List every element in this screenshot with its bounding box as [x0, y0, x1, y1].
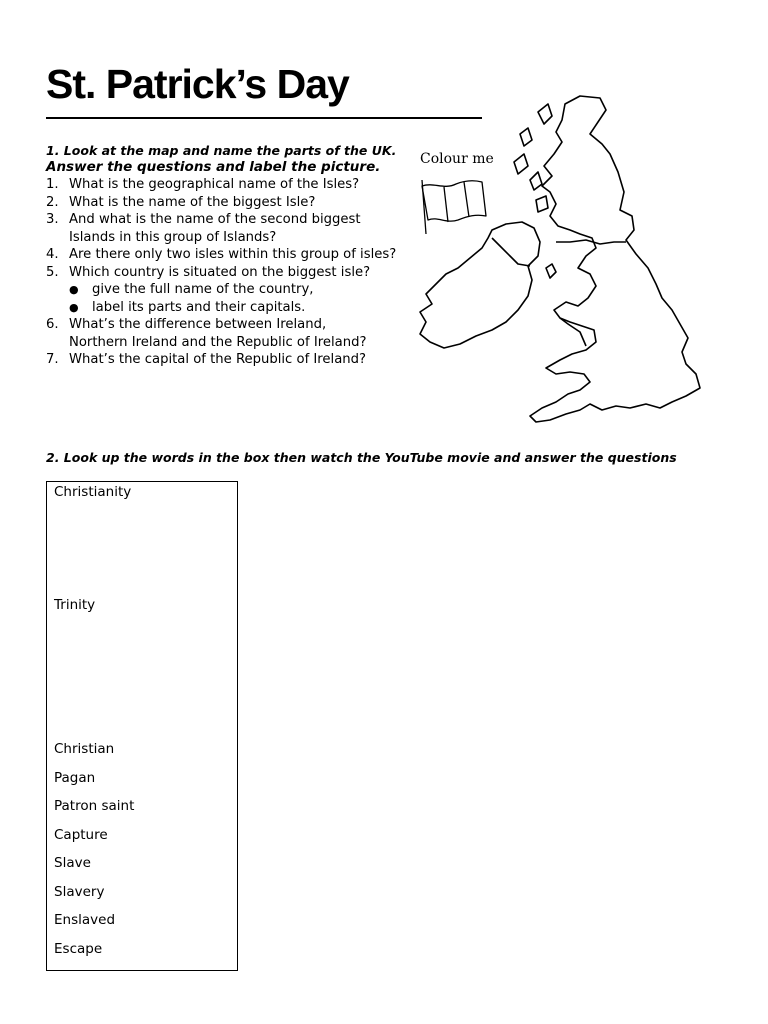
vocab-word: Patron saint: [54, 798, 135, 814]
question-number: 4.: [46, 247, 59, 262]
question-number: 1.: [46, 177, 59, 192]
question-item: [46, 194, 396, 212]
vocab-word: Escape: [54, 941, 103, 957]
hebrides-island-1: [514, 154, 528, 174]
bullet-icon: ●: [69, 283, 79, 296]
hebrides-island-3: [536, 196, 548, 212]
vocab-word: Enslaved: [54, 912, 116, 928]
orkney-island: [538, 104, 552, 124]
bullet-item: [46, 299, 396, 317]
vocab-word: Slave: [54, 855, 91, 871]
question-text: What’s the difference between Ireland,: [69, 317, 327, 332]
question-item: [46, 176, 396, 194]
isle-of-man: [546, 264, 556, 278]
question-item: [46, 316, 396, 334]
shetland-island: [520, 128, 532, 146]
page-title: St. Patrick’s Day: [46, 61, 349, 107]
flag-stripe-1: [444, 187, 448, 222]
question-number: [46, 334, 69, 352]
vocab-word: Christian: [54, 741, 115, 757]
question-text: Northern Ireland and the Republic of Ireland?: [69, 334, 367, 350]
section1-heading: 1. Look at the map and name the parts of the UK.: [46, 143, 397, 158]
question-text: Which country is situated on the biggest isle?: [69, 264, 371, 280]
question-item: [46, 211, 396, 229]
question-text: Islands in this group of Islands?: [69, 229, 277, 245]
question-text: And what is the name of the second biggest: [69, 212, 361, 227]
vocabulary-box: [46, 481, 238, 971]
question-number: 3.: [46, 212, 59, 227]
question-text: What is the name of the biggest Isle?: [69, 194, 316, 210]
question-number: 6.: [46, 317, 59, 332]
scotland-border: [556, 240, 626, 244]
flag-cloth: [422, 181, 486, 221]
irish-flag-icon: [414, 174, 490, 236]
question-item: [46, 229, 396, 247]
question-text: Are there only two isles within this group of isles?: [69, 247, 397, 262]
question-number: 2.: [46, 194, 59, 210]
question-item: [46, 334, 396, 352]
flag-stripe-2: [464, 182, 469, 217]
bullet-item: [46, 281, 396, 299]
vocab-word: Christianity: [54, 484, 132, 500]
question-item: [46, 246, 396, 264]
great-britain-outline: [530, 96, 700, 422]
vocab-word: Pagan: [54, 770, 96, 786]
hebrides-island-2: [530, 172, 542, 190]
question-number: [46, 229, 69, 247]
question-item: [46, 264, 396, 282]
vocab-word: Capture: [54, 827, 108, 843]
bullet-text: label its parts and their capitals.: [92, 299, 306, 315]
section2-heading: 2. Look up the words in the box then watch the YouTube movie and answer the questions: [46, 450, 677, 465]
northern-ireland-border: [492, 238, 530, 266]
bullet-icon: ●: [69, 300, 79, 314]
question-item: [46, 351, 396, 369]
question-number: 7.: [46, 352, 59, 367]
bullet-text: give the full name of the country,: [92, 282, 314, 297]
british-isles-map-icon: [410, 92, 730, 427]
question-text: What’s the capital of the Republic of Ireland?: [69, 352, 367, 367]
ireland-outline: [420, 222, 540, 348]
colour-me-label: Colour me: [420, 151, 494, 167]
question-number: 5.: [46, 264, 59, 280]
question-list: [46, 176, 396, 369]
vocab-word: Slavery: [54, 884, 105, 900]
vocab-word: Trinity: [54, 597, 96, 613]
question-text: What is the geographical name of the Isles?: [69, 177, 360, 192]
section1-subheading: Answer the questions and label the picture.: [46, 159, 381, 175]
